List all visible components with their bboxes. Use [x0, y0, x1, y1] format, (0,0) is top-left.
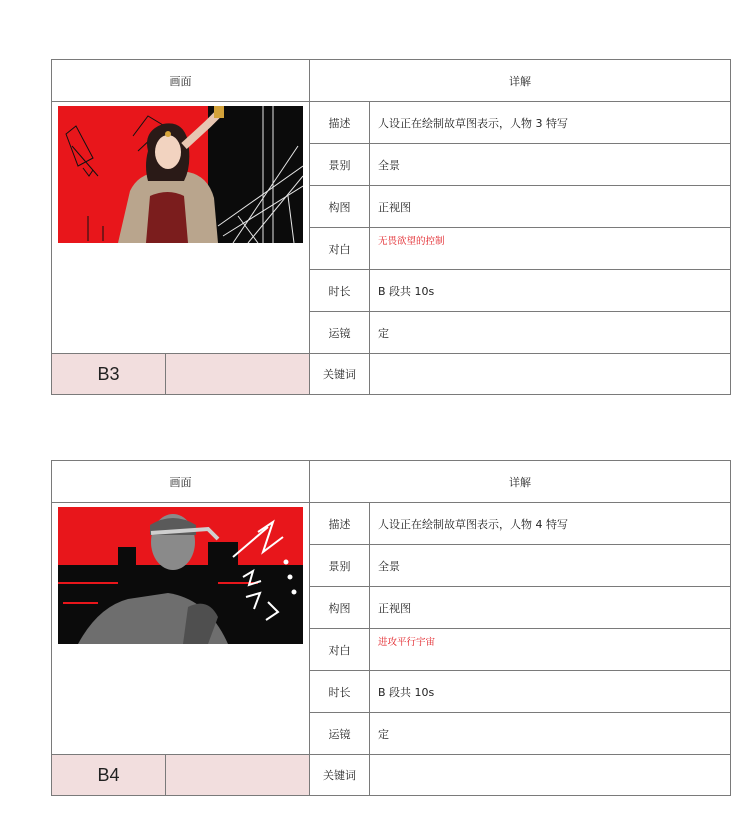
- frame-cell: [52, 102, 310, 354]
- shot-id-blank: [166, 755, 310, 796]
- storyboard-table-b4: [51, 460, 731, 796]
- value-shot-size: 全景: [370, 545, 731, 587]
- frame-cell: [52, 503, 310, 755]
- value-dialogue: 进攻平行宇宙: [370, 629, 731, 671]
- label-dialogue: 对白: [310, 629, 370, 671]
- value-composition: 正视图: [370, 587, 731, 629]
- label-composition: 构图: [310, 186, 370, 228]
- shot-id: B3: [52, 354, 166, 395]
- label-camera-movement: 运镜: [310, 312, 370, 354]
- storyboard-table-b3: [51, 59, 731, 395]
- label-composition: 构图: [310, 587, 370, 629]
- value-description: 人设正在绘制故草图表示，人物 3 特写: [370, 102, 731, 144]
- value-composition: 正视图: [370, 186, 731, 228]
- label-camera-movement: 运镜: [310, 713, 370, 755]
- label-description: 描述: [310, 102, 370, 144]
- value-keywords: [370, 354, 731, 395]
- header-details: 详解: [310, 461, 731, 503]
- value-dialogue: 无畏欲望的控制: [370, 228, 731, 270]
- label-keywords: 关键词: [310, 755, 370, 796]
- shot-id-blank: [166, 354, 310, 395]
- value-camera-movement: 定: [370, 312, 731, 354]
- header-details: 详解: [310, 60, 731, 102]
- label-dialogue: 对白: [310, 228, 370, 270]
- storyboard-image-b4: [58, 507, 303, 644]
- storyboard-image-b3: [58, 106, 303, 243]
- value-description: 人设正在绘制故草图表示，人物 4 特写: [370, 503, 731, 545]
- header-frame: 画面: [52, 60, 310, 102]
- label-shot-size: 景别: [310, 545, 370, 587]
- shot-id: B4: [52, 755, 166, 796]
- label-duration: 时长: [310, 270, 370, 312]
- label-shot-size: 景别: [310, 144, 370, 186]
- value-duration: B 段共 10s: [370, 671, 731, 713]
- value-duration: B 段共 10s: [370, 270, 731, 312]
- header-frame: 画面: [52, 461, 310, 503]
- label-description: 描述: [310, 503, 370, 545]
- value-camera-movement: 定: [370, 713, 731, 755]
- label-keywords: 关键词: [310, 354, 370, 395]
- value-keywords: [370, 755, 731, 796]
- value-shot-size: 全景: [370, 144, 731, 186]
- label-duration: 时长: [310, 671, 370, 713]
